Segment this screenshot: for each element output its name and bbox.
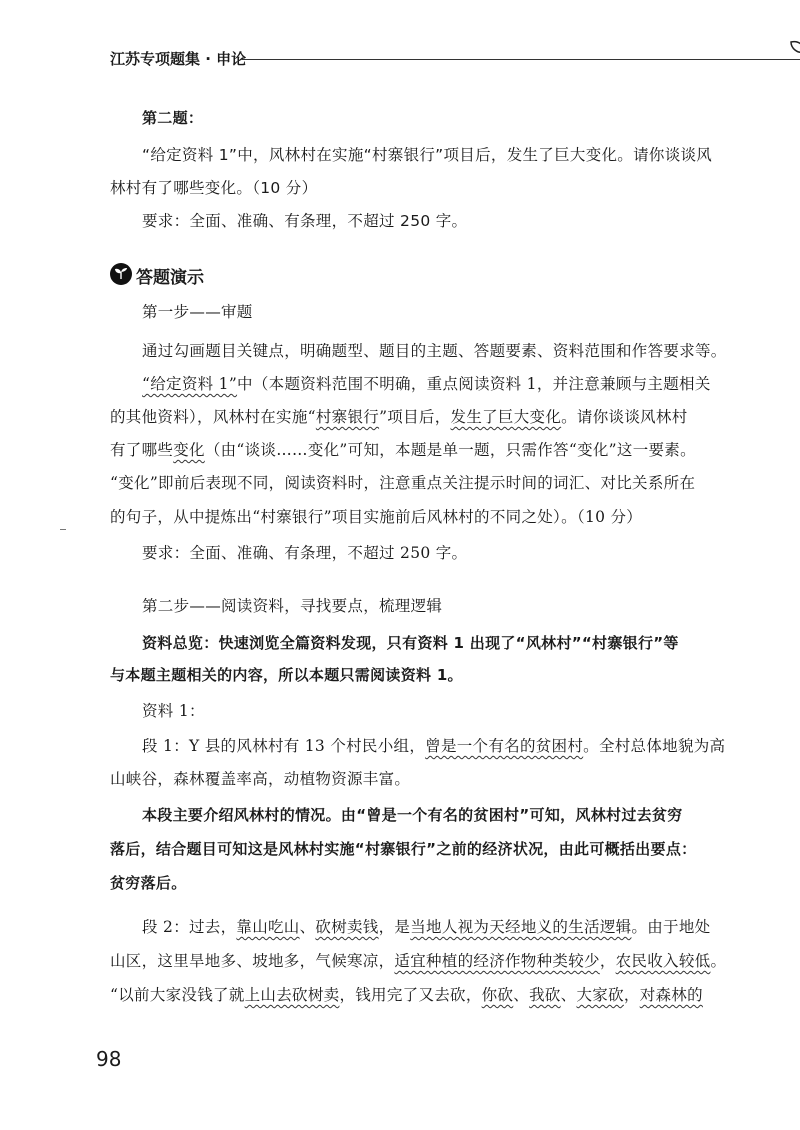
material-label: 资料 1： [142,702,205,720]
leaf-badge-icon [110,263,132,285]
step1-line-c-text-2: （由“谈谈……变化”可知，本题是单一题，只需作答“变化”这一要素。 [204,441,696,459]
para2-l1-text-1: 段 2：过去， [142,918,237,936]
step1-requirement: 要求：全面、准确、有条理，不超过 250 字。 [142,544,468,562]
note1-line-1: 本段主要介绍风林村的情况。由“曾是一个有名的贫困村”可知，风林村过去贫穷 [142,806,683,824]
para2-l1-text-4: 。由于地处 [631,918,711,936]
highlight-cut-trees: 上山去砍树卖 [244,986,340,1004]
highlight-given-material: “给定资料 1” [142,375,238,393]
note1-line-2: 落后，结合题目可知这是风林村实施“村寨银行”之前的经济状况，由此可概括出要点： [110,840,697,858]
para1-line-2: 山峡谷，森林覆盖率高，动植物资源丰富。 [110,770,411,788]
highlight-huge-change: 发生了巨大变化 [450,408,562,426]
para2-l1-text-2: 、 [299,918,316,936]
para2-l2-text-1: 山区，这里旱地多、坡地多，气候寒凉， [110,952,395,970]
highlight-forest: 对森林的 [639,986,703,1004]
step1-line-b-text-1: 的其他资料），风林村在实施“ [110,408,316,426]
section-title: 答题演示 [136,268,204,288]
highlight-change: 变化 [173,441,205,459]
highlight-life-logic: 当地人视为天经地义的生活逻辑 [410,918,632,936]
highlight-i-cut: 我砍 [529,986,561,1004]
overview-line-1: 资料总览：快速浏览全篇资料发现，只有资料 1 出现了“风林村”“村寨银行”等 [142,634,679,652]
para2-line-2 [110,951,726,971]
highlight-all-cut: 大家砍 [576,986,624,1004]
highlight-few-crops: 适宜种植的经济作物种类较少 [394,952,600,970]
running-header [110,44,720,74]
para1-line-1 [142,736,725,756]
highlight-low-income: 农民收入较低 [615,952,711,970]
highlight-village-bank: 村寨银行 [315,408,380,426]
step2-title: 第二步——阅读资料，寻找要点，梳理逻辑 [142,597,443,615]
question-line-2: 林村有了哪些变化。（10 分） [110,179,318,197]
step1-line-b [110,407,688,427]
question-line-1: “给定资料 1”中，风林村在实施“村寨银行”项目后，发生了巨大变化。请你谈谈风 [142,146,713,164]
step1-line-c [110,440,696,460]
question-label: 第二题： [142,109,204,127]
para2-l3-text-5: ， [623,986,640,1004]
para2-l3-text-4: 、 [560,986,577,1004]
para2-l2-text-3: 。 [710,952,727,970]
para2-l3-text-1: “以前大家没钱了就 [110,986,245,1004]
note1-line-3: 贫穷落后。 [110,874,187,892]
step1-line-c-text-1: 有了哪些 [110,441,174,459]
para2-l3-text-3: 、 [513,986,530,1004]
highlight-live-off-mountain: 靠山吃山 [236,918,300,936]
para2-line-3 [110,985,703,1005]
para2-line-1 [142,917,710,937]
step1-line-d: “变化”即前后表现不同，阅读资料时，注意重点关注提示时间的词汇、对比关系所在 [110,474,696,492]
sprout-icon [785,38,800,76]
step1-title: 第一步——审题 [142,303,253,321]
header-rule [242,59,800,60]
header-title: 江苏专项题集 · 申论 [110,50,247,68]
step1-intro: 通过勾画题目关键点，明确题型、题目的主题、答题要素、资料范围和作答要求等。 [142,342,727,360]
highlight-you-cut: 你砍 [481,986,514,1004]
step1-line-e: 的句子，从中提炼出“村寨银行”项目实施前后风林村的不同之处）。（10 分） [110,508,643,526]
question-requirement: 要求：全面、准确、有条理，不超过 250 字。 [142,212,468,230]
para1-text-2: 。全村总体地貌为高 [583,737,726,755]
highlight-sell-trees: 砍树卖钱 [315,918,379,936]
margin-mark [60,529,66,530]
step1-line-b-text-3: 。请你谈谈风林村 [561,408,688,426]
step1-line-a [142,374,711,394]
para2-l3-text-2: ，钱用完了又去砍， [339,986,482,1004]
para2-l1-text-3: ，是 [378,918,411,936]
overview-line-2: 与本题主题相关的内容，所以本题只需阅读资料 1。 [110,666,463,684]
highlight-poor-village: 曾是一个有名的贫困村 [425,737,584,755]
step1-line-b-text-2: ”项目后， [379,408,451,426]
step1-line-a-text: 中（本题资料范围不明确，重点阅读资料 1，并注意兼顾与主题相关 [237,375,711,393]
para1-text-1: 段 1：Y 县的风林村有 13 个村民小组， [142,737,426,755]
page-number: 98 [96,1047,122,1071]
para2-l2-text-2: ， [599,952,616,970]
